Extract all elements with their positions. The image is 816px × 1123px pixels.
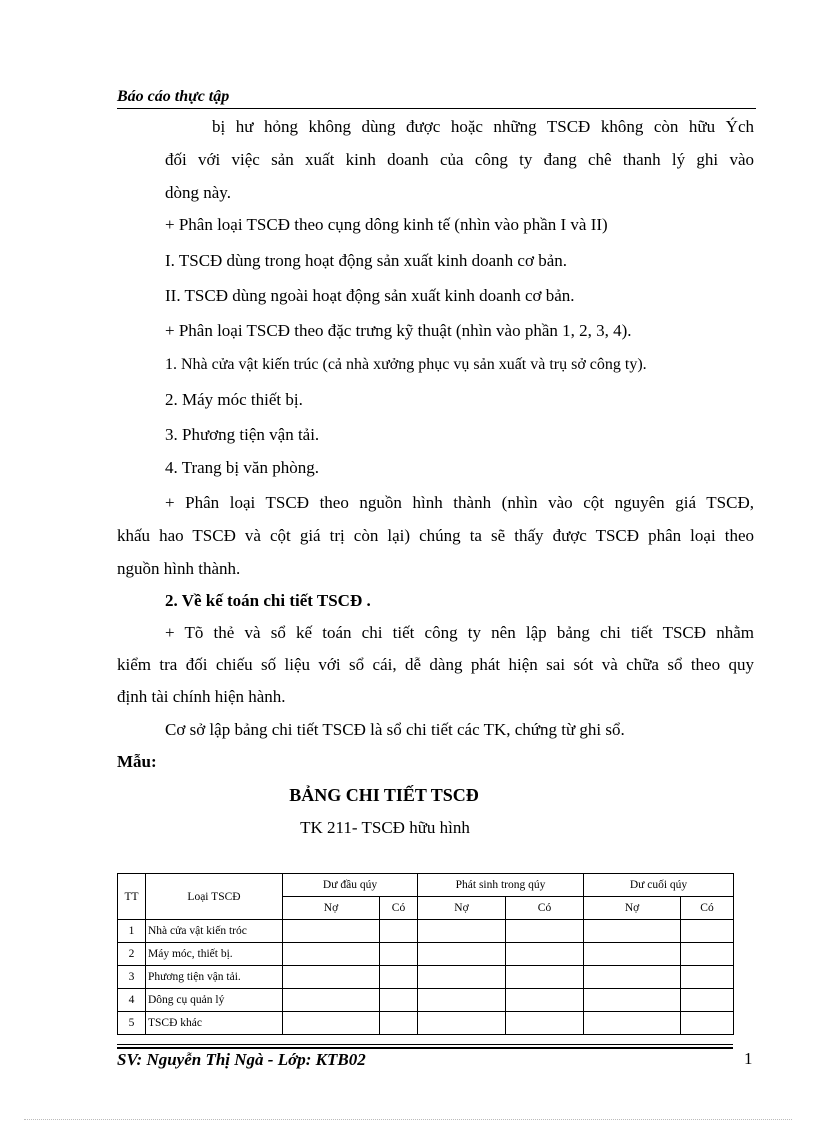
header-no: Nợ: [584, 897, 681, 920]
cell: [584, 943, 681, 966]
asset-detail-table: [117, 873, 734, 1035]
paragraph-line: II. TSCĐ dùng ngoài hoạt động sản xuất kinh doanh cơ bản.: [165, 286, 575, 305]
section-heading: 2. Về kế toán chi tiết TSCĐ .: [165, 591, 371, 610]
paragraph-line: + Tõ thẻ và sổ kế toán chi tiết công ty nên lập bảng chi tiết TSCĐ nhằm: [165, 623, 754, 642]
cell: [506, 920, 584, 943]
table-row: [118, 1012, 734, 1035]
header-tt: TT: [118, 874, 146, 920]
paragraph-line: đối với việc sản xuất kinh doanh của công ty đang chê thanh lý ghi vào: [165, 150, 754, 169]
cell: [380, 943, 418, 966]
cell: [506, 943, 584, 966]
cell: [418, 1012, 506, 1035]
cell: [681, 1012, 734, 1035]
table-row: [118, 920, 734, 943]
row-tt: 4: [118, 989, 146, 1012]
cell: [380, 989, 418, 1012]
row-tt: 1: [118, 920, 146, 943]
header-du-cuoi-quy: Dư cuối qúy: [584, 874, 734, 897]
cell: [584, 989, 681, 1012]
row-name: Phương tiện vận tải.: [146, 966, 283, 989]
paragraph-line: Cơ sở lập bảng chi tiết TSCĐ là sổ chi tiết các TK, chứng từ ghi sổ.: [165, 720, 625, 739]
header-du-dau-quy: Dư đầu qúy: [283, 874, 418, 897]
cell: [681, 943, 734, 966]
cell: [584, 966, 681, 989]
row-tt: 5: [118, 1012, 146, 1035]
cell: [584, 1012, 681, 1035]
cell: [418, 943, 506, 966]
header-loai-tscd: Loại TSCĐ: [146, 874, 283, 920]
row-tt: 2: [118, 943, 146, 966]
paragraph-line: định tài chính hiện hành.: [117, 687, 286, 706]
header-title: Báo cáo thực tập: [117, 88, 230, 105]
cell: [506, 966, 584, 989]
page-number: 1: [744, 1049, 753, 1068]
table-row: [118, 966, 734, 989]
header-no: Nợ: [418, 897, 506, 920]
table-row: [118, 943, 734, 966]
row-name: Máy móc, thiết bị.: [146, 943, 283, 966]
paragraph-line: khấu hao TSCĐ và cột giá trị còn lại) chúng ta sẽ thấy được TSCĐ phân loại theo: [117, 526, 754, 545]
cell: [506, 1012, 584, 1035]
footer-text: SV: Nguyễn Thị Ngà - Lớp: KTB02: [117, 1050, 366, 1069]
paragraph-line: 4. Trang bị văn phòng.: [165, 458, 319, 477]
header-co: Có: [681, 897, 734, 920]
paragraph-line: + Phân loại TSCĐ theo nguồn hình thành (nhìn vào cột nguyên giá TSCĐ,: [165, 493, 754, 512]
table-subtitle: TK 211- TSCĐ hữu hình: [300, 818, 470, 837]
paragraph-line: + Phân loại TSCĐ theo cụng dông kinh tế (nhìn vào phần I và II): [165, 215, 608, 234]
cell: [418, 966, 506, 989]
paragraph-line: dòng này.: [165, 183, 231, 202]
paragraph-line: 3. Phương tiện vận tải.: [165, 425, 320, 444]
cell: [283, 920, 380, 943]
paragraph-line: 2. Máy móc thiết bị.: [165, 390, 303, 409]
table-row: [118, 989, 734, 1012]
header-phat-sinh: Phát sinh trong qúy: [418, 874, 584, 897]
footer-rule: [117, 1044, 733, 1045]
row-tt: 3: [118, 966, 146, 989]
cell: [380, 920, 418, 943]
header-rule: [117, 108, 756, 109]
cell: [681, 920, 734, 943]
paragraph-line: kiểm tra đối chiếu số liệu với sổ cái, dễ dàng phát hiện sai sót và chữa sổ theo quy: [117, 655, 754, 674]
cell: [681, 989, 734, 1012]
cell: [380, 1012, 418, 1035]
paragraph-line: I. TSCĐ dùng trong hoạt động sản xuất kinh doanh cơ bản.: [165, 251, 567, 270]
cell: [380, 966, 418, 989]
header-co: Có: [506, 897, 584, 920]
paragraph-line: 1. Nhà cửa vật kiến trúc (cả nhà xưởng phục vụ sản xuất và trụ sở công ty).: [165, 356, 647, 373]
header-co: Có: [380, 897, 418, 920]
cell: [283, 989, 380, 1012]
row-name: Dông cụ quản lý: [146, 989, 283, 1012]
header-no: Nợ: [283, 897, 380, 920]
cell: [418, 920, 506, 943]
cell: [418, 989, 506, 1012]
table-title: BẢNG CHI TIẾT TSCĐ: [289, 785, 479, 805]
row-name: TSCĐ khác: [146, 1012, 283, 1035]
cell: [584, 920, 681, 943]
cell: [681, 966, 734, 989]
paragraph-line: bị hư hỏng không dùng được hoặc những TSCĐ không còn hữu Ých: [212, 117, 754, 136]
sample-label: Mẫu:: [117, 752, 157, 771]
paragraph-line: nguồn hình thành.: [117, 559, 241, 578]
cell: [283, 1012, 380, 1035]
table-header-row: [118, 874, 734, 897]
row-name: Nhà cửa vật kiến tróc: [146, 920, 283, 943]
page-edge: [24, 1119, 792, 1120]
paragraph-line: + Phân loại TSCĐ theo đặc trưng kỹ thuật (nhìn vào phần 1, 2, 3, 4).: [165, 321, 632, 340]
cell: [283, 943, 380, 966]
cell: [506, 989, 584, 1012]
cell: [283, 966, 380, 989]
footer-rule: [117, 1047, 733, 1049]
